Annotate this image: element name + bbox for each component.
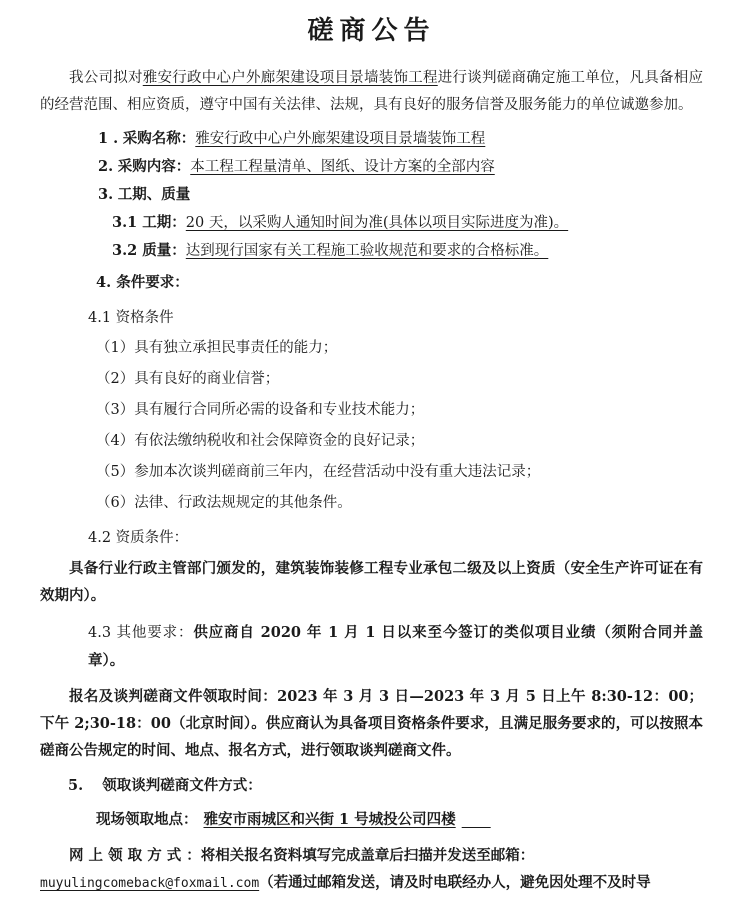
list-item: （1）具有独立承担民事责任的能力；: [96, 340, 338, 356]
list-item: （5）参加本次谈判磋商前三年内，在经营活动中没有重大违法记录；: [96, 464, 541, 480]
qualify-cert-heading: 4.2 资质条件：: [88, 530, 189, 546]
signup-label: 报名及谈判磋商文件领取时间：: [69, 688, 278, 705]
schedule-line: [40, 209, 703, 237]
list-item: [98, 153, 703, 181]
contact-email: muyulingcomeback@foxmail.com: [40, 876, 260, 891]
method-number: 5.: [68, 777, 84, 794]
list-item: （3）具有履行合同所必需的设备和专业技术能力；: [96, 402, 425, 418]
conditions-number: 4.: [96, 274, 112, 291]
online-label: 网 上 领 取 方 式 ：: [69, 847, 201, 864]
list-item: （6）法律、行政法规规定的其他条件。: [96, 495, 352, 511]
item-label: 工期、质量: [117, 186, 191, 203]
list-item: （4）有依法缴纳税收和社会保障资金的良好记录；: [96, 433, 425, 449]
signup-paragraph: [40, 683, 703, 764]
quality-label: 质量：: [142, 242, 186, 259]
onsite-label: 现场领取地点：: [96, 811, 198, 828]
qualify-cert-body: 具备行业行政主管部门颁发的，建筑装饰装修工程专业承包二级及以上资质（安全生产许可证在有效期内）。: [40, 560, 703, 604]
page-title: 磋商公告: [307, 16, 436, 46]
online-pickup: [40, 842, 703, 869]
schedule-label: 工期：: [142, 214, 186, 231]
list-item: [98, 181, 703, 209]
quality-number: 3.2: [112, 242, 138, 259]
schedule-number: 3.1: [112, 214, 138, 231]
onsite-pickup: [40, 806, 703, 834]
intro-post: 进行谈判磋商确定施工单位，凡具备相应的经营范围、相应资质，遵守中国有关法律、法规，具有良好的服务信誉及服务能力的单位诚邀参加。: [40, 70, 703, 113]
qualification-heading: 4.1 资格条件: [88, 310, 174, 326]
item-label: 采购名称：: [122, 130, 196, 147]
quality-line: [40, 237, 703, 265]
conditions-heading: [40, 269, 703, 297]
item-value: 雅安行政中心户外廊架建设项目景墙装饰工程: [195, 131, 486, 147]
item-number: 2.: [98, 158, 114, 175]
main-items-list: [40, 125, 703, 209]
online-body: 将相关报名资料填写完成盖章后扫描并发送至邮箱：: [200, 847, 535, 864]
onsite-trailing-underline: [462, 811, 491, 828]
intro-pre: 我公司拟对: [69, 70, 143, 86]
signup-body: 2023 年 3 月 3 日—2023 年 3 月 5 日上午 8:30-12：00；下午 2;30-18：00（北京时间）。供应商认为具备项目资格条件要求，且满足服务要求的，可以按照本磋商公告规定的时间、地点、报名方式，进行领取谈判磋商文件。: [40, 688, 704, 759]
online-tail: （若通过邮箱发送，请及时电联经办人，避免因处理不及时导: [259, 874, 651, 891]
online-email-line: [40, 869, 703, 897]
method-label: 领取谈判磋商文件方式：: [102, 777, 262, 794]
other-requirements: [40, 619, 703, 675]
other-req-heading: 4.3 其他要求：: [88, 625, 194, 641]
item-label: 采购内容：: [117, 158, 191, 175]
list-item: [98, 125, 703, 153]
intro-paragraph: [40, 65, 703, 119]
item-number: 1 .: [98, 130, 119, 147]
method-heading: [40, 772, 703, 800]
intro-project-name: 雅安行政中心户外廊架建设项目景墙装饰工程: [142, 70, 438, 86]
other-req-body: 供应商自 2020 年 1 月 1 日以来至今签订的类似项目业绩（须附合同并盖章）。: [88, 624, 704, 669]
list-item: （2）具有良好的商业信誉；: [96, 371, 280, 387]
onsite-value: 雅安市雨城区和兴街 1 号城投公司四楼: [203, 811, 456, 828]
quality-value: 达到现行国家有关工程施工验收规范和要求的合格标准。: [185, 243, 549, 259]
item-value: 本工程工程量清单、图纸、设计方案的全部内容: [190, 159, 495, 175]
document-page: [0, 10, 737, 891]
schedule-value: 20 天，以采购人通知时间为准(具体以项目实际进度为准)。: [185, 215, 569, 231]
item-number: 3.: [98, 186, 114, 203]
conditions-label: 条件要求：: [116, 274, 189, 291]
